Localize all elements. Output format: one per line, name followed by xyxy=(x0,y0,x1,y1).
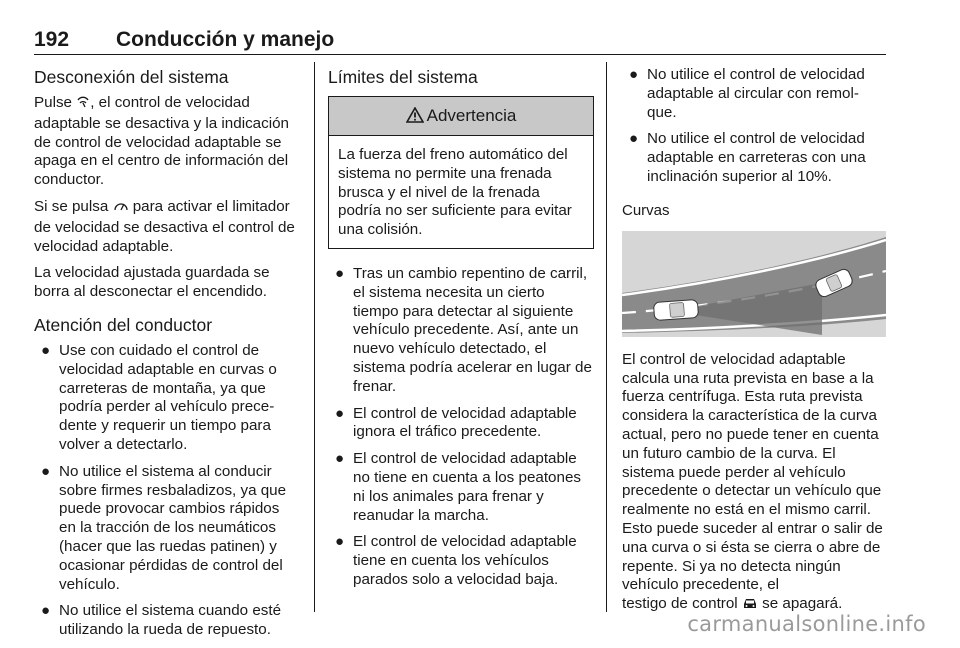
bullet-list-remolque xyxy=(622,66,886,187)
list-item: ● No utilice el control de velocidad adaptable al circular con remol- que. xyxy=(629,66,865,121)
list-item: ● El control de velocidad adaptable no tiene en cuenta a los peatones ni los animales para frenar y reanudar la marcha. xyxy=(335,450,581,524)
paragraph-desconexion-3: La velocidad ajustada guardada se borra al desconectar el encendido. xyxy=(34,264,270,301)
section-title-atencion: Atención del conductor xyxy=(34,314,213,335)
list-item: ● El control de velocidad adaptable ignora el tráfico precedente. xyxy=(335,404,577,441)
column-divider-1 xyxy=(314,62,315,612)
section-title-limites: Límites del sistema xyxy=(328,67,478,87)
bullet-list-limites xyxy=(328,265,594,590)
column-divider-2 xyxy=(606,62,607,612)
speed-limiter-icon xyxy=(113,199,129,219)
warning-header xyxy=(329,97,593,136)
warning-triangle-icon xyxy=(406,99,424,137)
subtitle-curvas: Curvas xyxy=(622,201,670,219)
list-item: ● Tras un cambio repentino de carril, el sistema necesita un cierto tiempo para detectar al siguiente vehículo precedente. Así, ante un nuevo vehículo detectado, el sistema podría acelerar en lugar de frenar. xyxy=(335,264,592,395)
paragraph-desconexion-2: Si se pulsa para activar el limitador de velocidad se desactiva el control de velocidad adaptable. xyxy=(34,197,295,255)
page-title: Conducción y manejo xyxy=(116,28,335,51)
list-item: ● Use con cuidado el control de velocidad adaptable en curvas o carreteras de montaña, ya que podría perder al vehículo prece- dente y requerir un tiempo para volver a detectarlo. xyxy=(41,341,277,453)
list-item: ● No utilice el control de velocidad adaptable en carreteras con una inclinación superior al 10%. xyxy=(629,130,866,185)
list-item: ● No utilice el sistema cuando esté utilizando la rueda de repuesto. xyxy=(41,602,282,639)
watermark: carmanualsonline.info xyxy=(687,612,926,636)
column-2 xyxy=(328,66,594,598)
warning-text: La fuerza del freno automático del sistema no permite una frenada brusca y el nivel de la frenada podría no ser suficiente para evitar una colisión. xyxy=(338,146,572,239)
car-own xyxy=(653,299,698,320)
warning-box xyxy=(328,96,594,249)
curve-illustration xyxy=(622,231,886,337)
warning-title: Advertencia xyxy=(426,106,517,125)
bullet-list-atencion xyxy=(34,342,298,640)
cruise-control-icon xyxy=(76,95,90,115)
page-header xyxy=(34,24,886,55)
list-item: ● El control de velocidad adaptable tiene en cuenta los vehículos parados solo a velocidad baja. xyxy=(335,533,577,588)
paragraph-curvas-testigo: testigo de control se apagará. xyxy=(622,595,886,616)
section-title-desconexion: Desconexión del sistema xyxy=(34,67,229,87)
page-number: 192 xyxy=(34,28,70,51)
paragraph-curvas: El control de velocidad adaptable calcula una ruta prevista en base a la fuerza centrífuga. Esta ruta prevista considera la característica de la curva actual, pero no puede tener en cuenta un futuro cambio de la curva. El sistema puede perder al vehículo precedente o detectar un vehículo que realmente no está en el mismo carril. Esto puede suceder al entrar o salir de una curva o si ésta se cierra o abre de repente. Si ya no detecta ningún vehículo precedente, el xyxy=(622,350,883,594)
column-3 xyxy=(622,66,886,624)
paragraph-desconexion-1: Pulse , el control de velocidad adaptable se desactiva y la indicación de control de velocidad adaptable se apaga en el centro de información del conductor. xyxy=(34,94,289,189)
list-item: ● No utilice el sistema al conducir sobre firmes resbaladizos, ya que puede provocar cambios rápidos en la tracción de los neumáticos (hacer que las ruedas patinen) y ocasionar pérdidas de control del vehículo. xyxy=(41,462,287,593)
column-1 xyxy=(34,66,298,648)
